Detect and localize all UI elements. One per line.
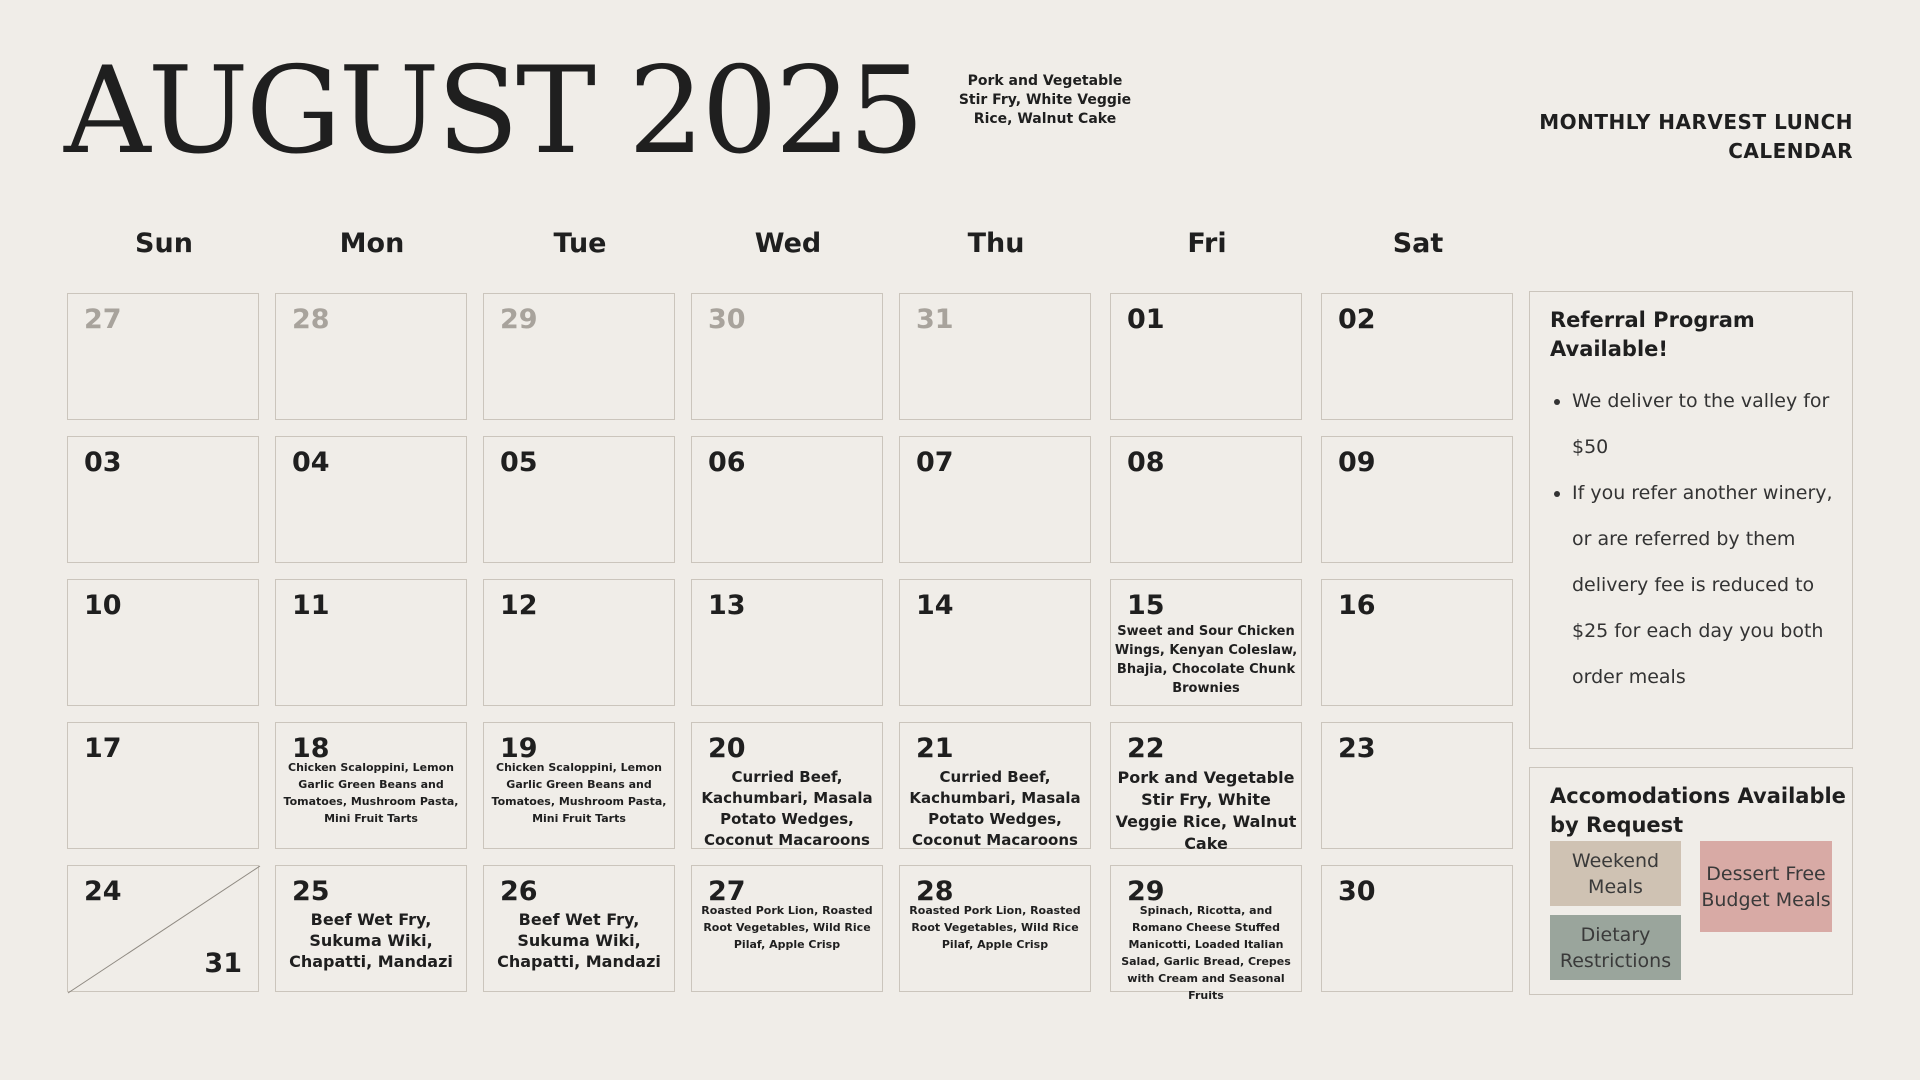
- meal-text: Roasted Pork Lion, Roasted Root Vegetables, Wild Rice Pilaf, Apple Crisp: [909, 904, 1081, 951]
- day-cell: [1321, 865, 1513, 992]
- weekday-wed: Wed: [754, 228, 822, 259]
- day-cell: [275, 579, 467, 706]
- day-cell: [275, 293, 467, 420]
- day-cell: [691, 865, 883, 992]
- day-cell: [67, 722, 259, 849]
- referral-title: Referral Program Available!: [1550, 308, 1755, 361]
- day-cell: [67, 865, 259, 992]
- referral-bullet: • We deliver to the valley for $50: [1572, 378, 1852, 470]
- referral-bullet: • If you refer another winery, or are referred by them delivery fee is reduced to $25 for each day you both order meals: [1572, 470, 1852, 700]
- day-cell: [275, 722, 467, 849]
- day-number: 18: [292, 733, 330, 764]
- day-cell: [1321, 293, 1513, 420]
- day-number: 25: [292, 876, 330, 907]
- day-cell: [67, 579, 259, 706]
- day-cell: [1321, 579, 1513, 706]
- day-number: 23: [1338, 733, 1376, 764]
- day-number: 09: [1338, 447, 1376, 478]
- meal-text: Curried Beef, Kachumbari, Masala Potato Wedges, Coconut Macaroons: [701, 768, 873, 849]
- day-number: 11: [292, 590, 330, 621]
- day-cell: [483, 579, 675, 706]
- tag-weekend-meals: Weekend Meals: [1550, 841, 1681, 906]
- day-number: 28: [292, 304, 330, 335]
- referral-panel: [1529, 291, 1853, 749]
- day-number: 01: [1127, 304, 1165, 335]
- day-cell: [1110, 579, 1302, 706]
- day-number: 29: [500, 304, 538, 335]
- day-cell: [1321, 722, 1513, 849]
- day-number: 24: [84, 876, 122, 907]
- day-number: 21: [916, 733, 954, 764]
- day-number: 03: [84, 447, 122, 478]
- referral-list: [1550, 378, 1852, 700]
- tag-dietary-restrictions: Dietary Restrictions: [1550, 915, 1681, 980]
- day-cell: [483, 436, 675, 563]
- day-cell: [483, 865, 675, 992]
- day-cell: [275, 865, 467, 992]
- meal-text: Chicken Scaloppini, Lemon Garlic Green Beans and Tomatoes, Mushroom Pasta, Mini Fruit Tarts: [283, 761, 459, 825]
- day-number: 30: [1338, 876, 1376, 907]
- page-title: AUGUST 2025: [64, 42, 922, 181]
- day-number: 12: [500, 590, 538, 621]
- meal-text: Sweet and Sour Chicken Wings, Kenyan Coleslaw, Bhajia, Chocolate Chunk Brownies: [1114, 624, 1298, 696]
- accommodations-title: Accomodations Available by Request: [1550, 784, 1846, 837]
- day-number: 04: [292, 447, 330, 478]
- day-number: 06: [708, 447, 746, 478]
- day-number: 10: [84, 590, 122, 621]
- meal-text: Chicken Scaloppini, Lemon Garlic Green Beans and Tomatoes, Mushroom Pasta, Mini Fruit Tarts: [491, 761, 667, 825]
- day-cell: [899, 436, 1091, 563]
- day-number: 17: [84, 733, 122, 764]
- day-number: 08: [1127, 447, 1165, 478]
- day-cell: [67, 293, 259, 420]
- day-number: 26: [500, 876, 538, 907]
- day-cell: [899, 722, 1091, 849]
- day-cell: [275, 436, 467, 563]
- day-number: 31: [916, 304, 954, 335]
- day-number: 16: [1338, 590, 1376, 621]
- day-number: 29: [1127, 876, 1165, 907]
- day-number: 27: [708, 876, 746, 907]
- floating-meal-note: Pork and Vegetable Stir Fry, White Veggie Rice, Walnut Cake: [958, 73, 1132, 127]
- day-cell: [1321, 436, 1513, 563]
- day-number: 05: [500, 447, 538, 478]
- day-cell: [67, 436, 259, 563]
- day-cell: [1110, 293, 1302, 420]
- meal-text: Beef Wet Fry, Sukuma Wiki, Chapatti, Mandazi: [289, 910, 453, 971]
- day-number: 15: [1127, 590, 1165, 621]
- day-cell: [483, 722, 675, 849]
- day-number: 28: [916, 876, 954, 907]
- meal-text: Roasted Pork Lion, Roasted Root Vegetables, Wild Rice Pilaf, Apple Crisp: [701, 904, 873, 951]
- meal-text: Beef Wet Fry, Sukuma Wiki, Chapatti, Mandazi: [497, 910, 661, 971]
- split-day-number: 31: [204, 948, 242, 979]
- day-cell: [691, 579, 883, 706]
- day-number: 07: [916, 447, 954, 478]
- day-number: 30: [708, 304, 746, 335]
- accommodations-panel: [1529, 767, 1853, 995]
- day-cell: [899, 579, 1091, 706]
- day-cell: [691, 722, 883, 849]
- day-number: 20: [708, 733, 746, 764]
- day-cell: [899, 865, 1091, 992]
- weekday-sun: Sun: [135, 228, 193, 259]
- day-number: 27: [84, 304, 122, 335]
- meal-text: Curried Beef, Kachumbari, Masala Potato Wedges, Coconut Macaroons: [909, 768, 1081, 849]
- weekday-fri: Fri: [1187, 228, 1227, 259]
- calendar-subtitle: MONTHLY HARVEST LUNCH CALENDAR: [1539, 110, 1853, 163]
- meal-text: Pork and Vegetable Stir Fry, White Veggie Rice, Walnut Cake: [1115, 768, 1297, 853]
- day-number: 19: [500, 733, 538, 764]
- day-cell: [1110, 722, 1302, 853]
- day-number: 14: [916, 590, 954, 621]
- tag-dessert-free-budget-meals: Dessert Free Budget Meals: [1700, 841, 1832, 932]
- day-cell: [1110, 436, 1302, 563]
- weekday-thu: Thu: [967, 228, 1025, 259]
- day-cell: [483, 293, 675, 420]
- meal-text: Spinach, Ricotta, and Romano Cheese Stuffed Manicotti, Loaded Italian Salad, Garlic Bread, Crepes with Cream and Seasonal Fruits: [1121, 904, 1291, 1002]
- weekday-mon: Mon: [339, 228, 405, 259]
- day-number: 02: [1338, 304, 1376, 335]
- day-cell: [691, 436, 883, 563]
- weekday-tue: Tue: [553, 228, 607, 259]
- day-number: 22: [1127, 733, 1165, 764]
- weekday-sat: Sat: [1392, 228, 1444, 259]
- day-cell: [899, 293, 1091, 420]
- day-number: 13: [708, 590, 746, 621]
- day-cell: [691, 293, 883, 420]
- day-cell: [1110, 865, 1302, 1002]
